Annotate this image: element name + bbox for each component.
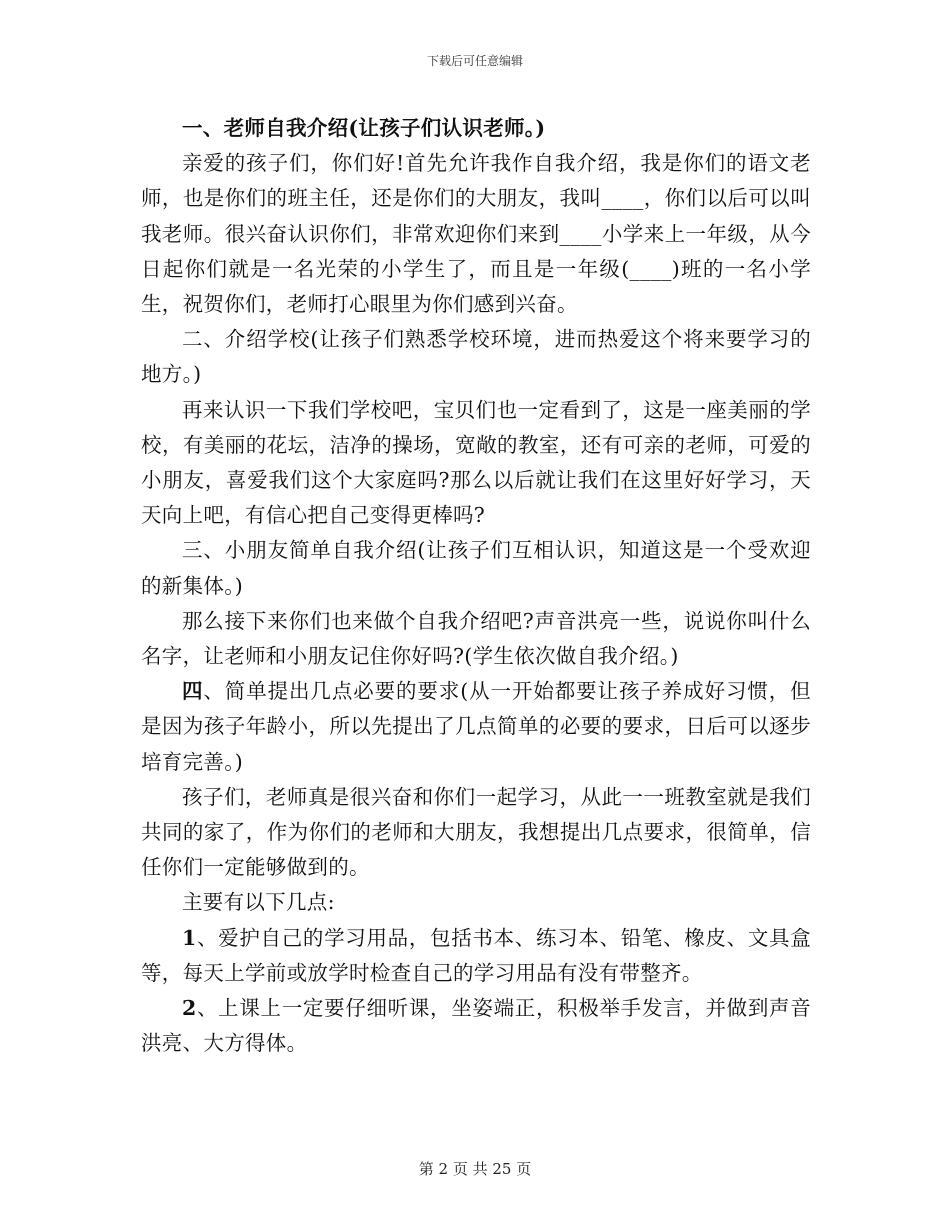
section-heading-school-intro: 二、介绍学校(让孩子们熟悉学校环境，进而热爱这个将来要学习的地方。) <box>141 327 811 387</box>
paragraph-main-points: 主要有以下几点: <box>182 890 335 915</box>
page-footer: 第 2 页 共 25 页 <box>418 1160 532 1178</box>
paragraph-teacher-intro: 亲爱的孩子们，你们好!首先允许我作自我介绍，我是你们的语文老师，也是你们的班主任，还是你们的大朋友，我叫____，你们以后可以叫我老师。很兴奋认识你们，非常欢迎你们来到____小学来上一年级，从今日起你们就是一名光荣的小学生了，而且是一年级(____)班的一名小学生，祝贺你们，老师打心眼里为你们感到兴奋。 <box>141 151 811 317</box>
heading-text: 一、老师自我介绍(让孩子们认识老师。) <box>182 116 546 140</box>
section-heading-student-intro: 三、小朋友简单自我介绍(让孩子们互相认识，知道这是一个受欢迎的新集体。) <box>141 538 811 598</box>
list-number: 2 <box>182 996 197 1021</box>
section-heading-requirements: 四、简单提出几点必要的要求(从一开始都要让孩子养成好习惯，但是因为孩子年龄小，所以先提出了几点简单的必要的要求，日后可以逐步培育完善。) <box>141 679 811 774</box>
list-item-2: 2、上课上一定要仔细听课，坐姿端正，积极举手发言，并做到声音洪亮、大方得体。 <box>141 996 811 1056</box>
paragraph-school-intro: 再来认识一下我们学校吧，宝贝们也一定看到了，这是一座美丽的学校，有美丽的花坛，洁净的操场，宽敞的教室，还有可亲的老师，可爱的小朋友，喜爱我们这个大家庭吗?那么以后就让我们在这里好好学习，天天向上吧，有信心把自己变得更棒吗? <box>141 397 811 528</box>
page-header: 下载后可任意编辑 <box>426 54 523 68</box>
paragraph-student-intro: 那么接下来你们也来做个自我介绍吧?声音洪亮一些，说说你叫什么名字，让老师和小朋友记住你好吗?(学生依次做自我介绍。) <box>141 608 811 669</box>
list-item-1: 1、爱护自己的学习用品，包括书本、练习本、铅笔、橡皮、文具盒等，每天上学前或放学时检查自己的学习用品有没有带整齐。 <box>141 925 811 985</box>
document-body <box>141 111 811 1061</box>
paragraph-requirements-intro: 孩子们，老师真是很兴奋和你们一起学习，从此一一班教室就是我们共同的家了，作为你们的老师和大朋友，我想提出几点要求，很简单，信任你们一定能够做到的。 <box>141 784 811 880</box>
list-number: 1 <box>182 925 197 950</box>
section-number: 四 <box>182 679 204 704</box>
section-heading-teacher-intro <box>141 111 811 146</box>
